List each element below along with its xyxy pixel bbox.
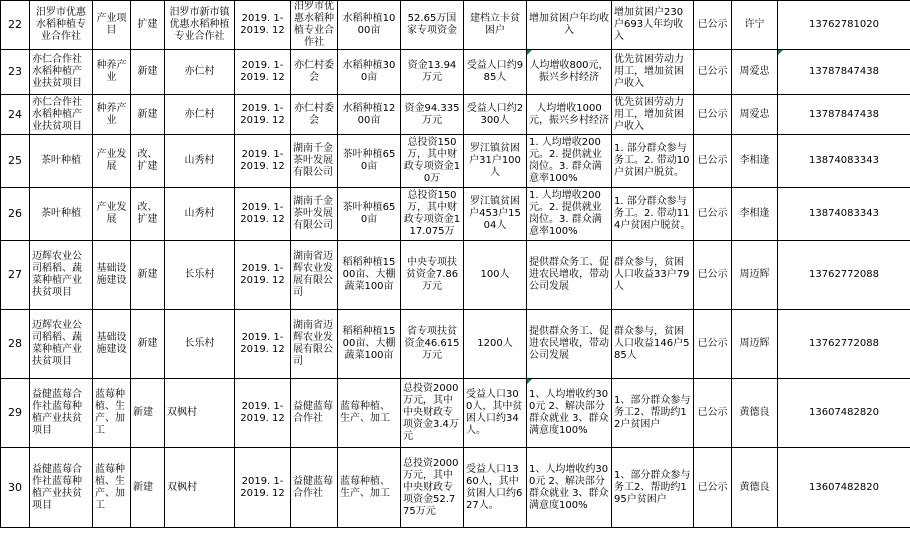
funding: 52.65万国家专项资金 bbox=[401, 1, 464, 50]
beneficiaries: 建档立卡贫困户 bbox=[464, 1, 527, 50]
funding: 资金13.94万元 bbox=[401, 50, 464, 95]
contact-phone: 13762781020 bbox=[778, 1, 910, 50]
project-owner: 湖南千金茶叶发展有限公司 bbox=[291, 135, 338, 188]
benefit-mechanism: 群众参与，贫困人口收益33户79人 bbox=[612, 241, 694, 310]
table-row bbox=[1, 95, 910, 135]
row-number: 26 bbox=[1, 188, 30, 241]
publicity-status: 已公示 bbox=[694, 448, 732, 528]
construction-scale: 茶叶种植650亩 bbox=[338, 135, 401, 188]
contact-phone: 13762772088 bbox=[778, 241, 910, 310]
benefit-mechanism: 群众参与，贫困人口收益146户585人 bbox=[612, 310, 694, 379]
table-row bbox=[1, 188, 910, 241]
project-site: 双枫村 bbox=[165, 379, 235, 448]
project-type: 种养产业 bbox=[93, 50, 131, 95]
benefit-target: 1. 人均增收200元。2. 提供就业岗位。3. 群众满意率100% bbox=[527, 188, 612, 241]
contact-phone: 13607482820 bbox=[778, 448, 910, 528]
row-number: 22 bbox=[1, 1, 30, 50]
beneficiaries: 受益人口300人，其中贫困人口约34人。 bbox=[464, 379, 527, 448]
table-row bbox=[1, 50, 910, 95]
project-site: 亦仁村 bbox=[165, 50, 235, 95]
project-period: 2019. 1- 2019. 12 bbox=[235, 448, 291, 528]
beneficiaries: 1200人 bbox=[464, 310, 527, 379]
benefit-mechanism: 1. 部分群众参与务工。2. 带动114户贫困户脱贫。 bbox=[612, 188, 694, 241]
project-site: 亦仁村 bbox=[165, 95, 235, 135]
benefit-target: 增加贫困户年均收入 bbox=[527, 1, 612, 50]
row-number: 25 bbox=[1, 135, 30, 188]
contact-person: 黄德良 bbox=[732, 379, 778, 448]
publicity-status: 已公示 bbox=[694, 188, 732, 241]
benefit-target: 1、人均增收约300元 2、解决部分群众就业 3、群众满意度100% bbox=[527, 379, 612, 448]
row-number: 27 bbox=[1, 241, 30, 310]
project-site: 长乐村 bbox=[165, 241, 235, 310]
table-row bbox=[1, 241, 910, 310]
project-type: 产业发展 bbox=[93, 135, 131, 188]
contact-person: 周爱忠 bbox=[732, 50, 778, 95]
beneficiaries: 罗江镇贫困户453户1504人 bbox=[464, 188, 527, 241]
publicity-status: 已公示 bbox=[694, 1, 732, 50]
project-period: 2019. 1- 2019. 12 bbox=[235, 379, 291, 448]
contact-phone: 13787847438 bbox=[778, 50, 910, 95]
project-type: 种养产业 bbox=[93, 95, 131, 135]
project-name: 益健蓝莓合作社蓝莓种植产业扶贫项目 bbox=[30, 448, 93, 528]
row-number: 29 bbox=[1, 379, 30, 448]
project-type: 产业项目 bbox=[93, 1, 131, 50]
project-type: 基础设施建设 bbox=[93, 241, 131, 310]
contact-phone: 13762772088 bbox=[778, 310, 910, 379]
project-owner: 亦仁村委会 bbox=[291, 50, 338, 95]
construction-nature: 新建 bbox=[131, 448, 165, 528]
table-row bbox=[1, 448, 910, 528]
project-owner: 湖南千金茶叶发展有限公司 bbox=[291, 188, 338, 241]
publicity-status: 已公示 bbox=[694, 241, 732, 310]
construction-scale: 蓝莓种植、生产、加工 bbox=[338, 448, 401, 528]
construction-scale: 蓝莓种植、生产、加工 bbox=[338, 379, 401, 448]
contact-person: 黄德良 bbox=[732, 448, 778, 528]
project-owner: 益健蓝莓合作社 bbox=[291, 379, 338, 448]
publicity-status: 已公示 bbox=[694, 95, 732, 135]
project-type: 蓝莓种植、生产、加工 bbox=[93, 448, 131, 528]
project-period: 2019. 1- 2019. 12 bbox=[235, 95, 291, 135]
table-row bbox=[1, 135, 910, 188]
contact-phone: 13874083343 bbox=[778, 188, 910, 241]
funding: 总投资150万，其中财政专项资金117.075万 bbox=[401, 188, 464, 241]
beneficiaries: 100人 bbox=[464, 241, 527, 310]
benefit-target: 提供群众务工、促进农民增收，带动公司发展 bbox=[527, 310, 612, 379]
project-owner: 湖南省迈辉农业发展有限公司 bbox=[291, 310, 338, 379]
row-number: 24 bbox=[1, 95, 30, 135]
project-owner: 亦仁村委会 bbox=[291, 95, 338, 135]
project-period: 2019. 1- 2019. 12 bbox=[235, 310, 291, 379]
publicity-status: 已公示 bbox=[694, 379, 732, 448]
project-name: 亦仁合作社水稻种植产业扶贫项目 bbox=[30, 50, 93, 95]
project-name: 迈辉农业公司稻稻、蔬菜种植产业扶贫项目 bbox=[30, 310, 93, 379]
funding: 资金94.335万元 bbox=[401, 95, 464, 135]
contact-person: 李相逢 bbox=[732, 188, 778, 241]
construction-scale: 稻稻种植1500亩、大棚蔬菜100亩 bbox=[338, 241, 401, 310]
project-site: 双枫村 bbox=[165, 448, 235, 528]
contact-phone: 13787847438 bbox=[778, 95, 910, 135]
project-period: 2019. 1- 2019. 12 bbox=[235, 188, 291, 241]
project-site: 山秀村 bbox=[165, 188, 235, 241]
benefit-mechanism: 优先贫困劳动力用工，增加贫困户收入 bbox=[612, 95, 694, 135]
benefit-target: 1、人均增收约300元 2、解决部分群众就业 3、群众满意度100% bbox=[527, 448, 612, 528]
project-name: 迈辉农业公司稻稻、蔬菜种植产业扶贫项目 bbox=[30, 241, 93, 310]
project-name: 茶叶种植 bbox=[30, 188, 93, 241]
contact-person: 周迈辉 bbox=[732, 310, 778, 379]
project-site: 汨罗市新市镇优惠水稻种植专业合作社 bbox=[165, 1, 235, 50]
project-site: 长乐村 bbox=[165, 310, 235, 379]
construction-scale: 稻稻种植1500亩、大棚蔬菜100亩 bbox=[338, 310, 401, 379]
project-type: 产业发展 bbox=[93, 188, 131, 241]
construction-nature: 新建 bbox=[131, 241, 165, 310]
construction-scale: 水稻种植1000亩 bbox=[338, 1, 401, 50]
publicity-status: 已公示 bbox=[694, 310, 732, 379]
benefit-target: 提供群众务工、促进农民增收，带动公司发展 bbox=[527, 241, 612, 310]
project-site: 山秀村 bbox=[165, 135, 235, 188]
benefit-mechanism: 优先贫困劳动力用工，增加贫困户收入 bbox=[612, 50, 694, 95]
construction-scale: 水稻种植300亩 bbox=[338, 50, 401, 95]
construction-scale: 茶叶种植650亩 bbox=[338, 188, 401, 241]
beneficiaries: 受益人口1360人，其中贫困人口约627人。 bbox=[464, 448, 527, 528]
construction-nature: 改、扩建 bbox=[131, 188, 165, 241]
construction-nature: 改、扩建 bbox=[131, 135, 165, 188]
funding: 省专项扶贫资金46.615万元 bbox=[401, 310, 464, 379]
project-owner: 汨罗市优惠水稻种植专业合作社 bbox=[291, 1, 338, 50]
contact-phone: 13874083343 bbox=[778, 135, 910, 188]
project-name: 益健蓝莓合作社蓝莓种植产业扶贫项目 bbox=[30, 379, 93, 448]
project-period: 2019. 1- 2019. 12 bbox=[235, 1, 291, 50]
contact-person: 周爱忠 bbox=[732, 95, 778, 135]
benefit-target: 人均增收1000元，振兴乡村经济 bbox=[527, 95, 612, 135]
table-row bbox=[1, 1, 910, 50]
project-period: 2019. 1- 2019. 12 bbox=[235, 135, 291, 188]
contact-person: 许宁 bbox=[732, 1, 778, 50]
construction-nature: 新建 bbox=[131, 379, 165, 448]
project-owner: 益健蓝莓合作社 bbox=[291, 448, 338, 528]
project-period: 2019. 1- 2019. 12 bbox=[235, 241, 291, 310]
table-row bbox=[1, 379, 910, 448]
row-number: 23 bbox=[1, 50, 30, 95]
construction-scale: 水稻种植1200亩 bbox=[338, 95, 401, 135]
benefit-target: 1. 人均增收200元。2. 提供就业岗位。3. 群众满意率100% bbox=[527, 135, 612, 188]
benefit-mechanism: 1、部分群众参与务工2、帮助约195户贫困户 bbox=[612, 448, 694, 528]
funding: 总投资2000万元，其中中央财政专项资金52.775万元 bbox=[401, 448, 464, 528]
construction-nature: 扩建 bbox=[131, 1, 165, 50]
funding: 总投资150万，其中财政专项资金10万 bbox=[401, 135, 464, 188]
project-owner: 湖南省迈辉农业发展有限公司 bbox=[291, 241, 338, 310]
benefit-mechanism: 1. 部分群众参与务工。2. 带动10户贫困户脱贫。 bbox=[612, 135, 694, 188]
construction-nature: 新建 bbox=[131, 50, 165, 95]
row-number: 28 bbox=[1, 310, 30, 379]
benefit-mechanism: 增加贫困户230户693人年均收入 bbox=[612, 1, 694, 50]
project-period: 2019. 1- 2019. 12 bbox=[235, 50, 291, 95]
funding: 总投资2000万元，其中中央财政专项资金3.4万元 bbox=[401, 379, 464, 448]
funding: 中央专项扶贫资金7.86万元 bbox=[401, 241, 464, 310]
project-name: 茶叶种植 bbox=[30, 135, 93, 188]
beneficiaries: 受益人口约985人 bbox=[464, 50, 527, 95]
project-type: 基础设施建设 bbox=[93, 310, 131, 379]
construction-nature: 新建 bbox=[131, 310, 165, 379]
publicity-status: 已公示 bbox=[694, 50, 732, 95]
construction-nature: 新建 bbox=[131, 95, 165, 135]
beneficiaries: 罗江镇贫困户31户100人 bbox=[464, 135, 527, 188]
table-row bbox=[1, 310, 910, 379]
contact-person: 李相逢 bbox=[732, 135, 778, 188]
contact-phone: 13607482820 bbox=[778, 379, 910, 448]
benefit-target: 人均增收800元，振兴乡村经济 bbox=[527, 50, 612, 95]
project-type: 蓝莓种植、生产、加工 bbox=[93, 379, 131, 448]
project-name: 汨罗市优惠水稻种植专业合作社 bbox=[30, 1, 93, 50]
beneficiaries: 受益人口约2300人 bbox=[464, 95, 527, 135]
project-name: 亦仁合作社水稻种植产业扶贫项目 bbox=[30, 95, 93, 135]
row-number: 30 bbox=[1, 448, 30, 528]
benefit-mechanism: 1、部分群众参与务工2、帮助约12户贫困户 bbox=[612, 379, 694, 448]
publicity-status: 已公示 bbox=[694, 135, 732, 188]
contact-person: 周迈辉 bbox=[732, 241, 778, 310]
